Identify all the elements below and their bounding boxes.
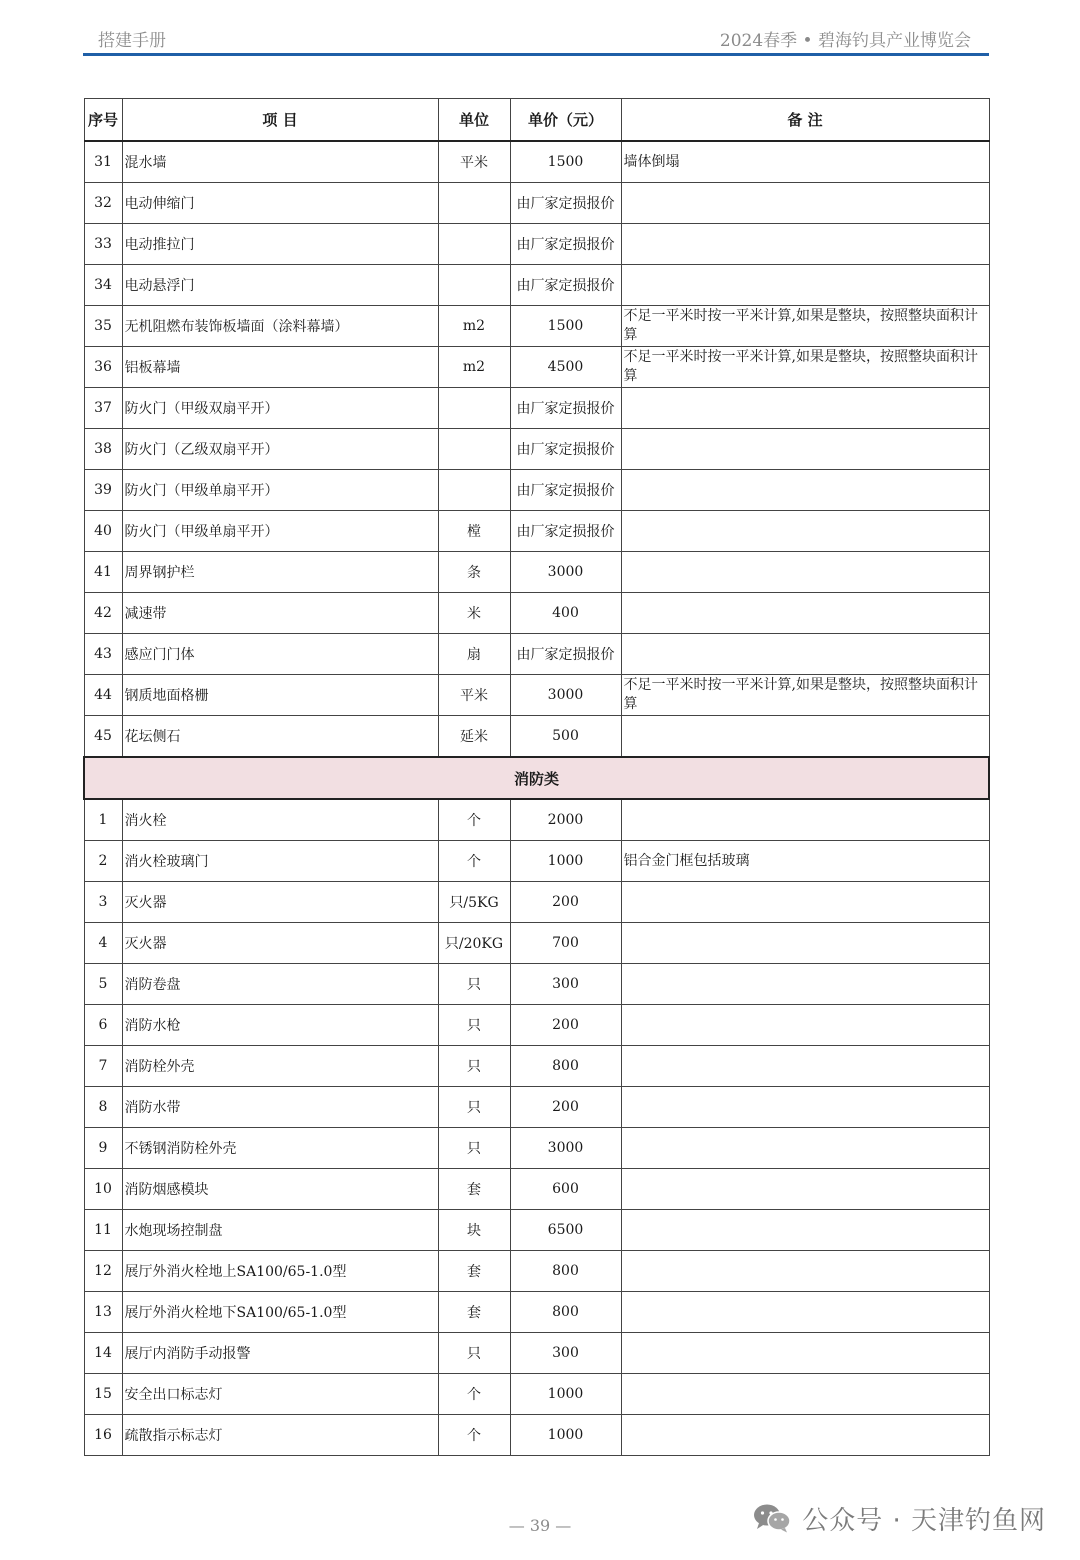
cell-note bbox=[621, 799, 989, 841]
cell-unit: 套 bbox=[438, 1292, 510, 1333]
cell-unit: 块 bbox=[438, 1210, 510, 1251]
cell-price: 由厂家定损报价 bbox=[510, 470, 621, 511]
cell-item: 减速带 bbox=[122, 593, 438, 634]
table-row bbox=[84, 1333, 989, 1374]
cell-no: 41 bbox=[84, 552, 122, 593]
cell-note bbox=[621, 1128, 989, 1169]
cell-no: 44 bbox=[84, 675, 122, 716]
cell-item: 展厅外消火栓地上SA100/65-1.0型 bbox=[122, 1251, 438, 1292]
cell-item: 展厅外消火栓地下SA100/65-1.0型 bbox=[122, 1292, 438, 1333]
cell-item: 不锈钢消防栓外壳 bbox=[122, 1128, 438, 1169]
table-body-part1 bbox=[84, 141, 989, 757]
cell-unit: 个 bbox=[438, 841, 510, 882]
cell-note bbox=[621, 265, 989, 306]
cell-item: 电动推拉门 bbox=[122, 224, 438, 265]
cell-note bbox=[621, 1169, 989, 1210]
cell-price: 200 bbox=[510, 1087, 621, 1128]
cell-item: 防火门（甲级单扇平开） bbox=[122, 470, 438, 511]
cell-note bbox=[621, 1374, 989, 1415]
cell-unit: 延米 bbox=[438, 716, 510, 758]
table-row bbox=[84, 141, 989, 183]
cell-price: 4500 bbox=[510, 347, 621, 388]
cell-no: 38 bbox=[84, 429, 122, 470]
cell-note bbox=[621, 429, 989, 470]
cell-item: 感应门门体 bbox=[122, 634, 438, 675]
cell-price: 3000 bbox=[510, 552, 621, 593]
cell-price: 1500 bbox=[510, 141, 621, 183]
page-number: — 39 — bbox=[508, 1516, 572, 1535]
cell-price: 1000 bbox=[510, 1415, 621, 1456]
cell-item: 花坛侧石 bbox=[122, 716, 438, 758]
cell-no: 16 bbox=[84, 1415, 122, 1456]
cell-price: 由厂家定损报价 bbox=[510, 429, 621, 470]
cell-unit: m2 bbox=[438, 347, 510, 388]
cell-price: 800 bbox=[510, 1251, 621, 1292]
table-row bbox=[84, 1087, 989, 1128]
cell-no: 35 bbox=[84, 306, 122, 347]
cell-unit: 个 bbox=[438, 799, 510, 841]
cell-price: 由厂家定损报价 bbox=[510, 388, 621, 429]
table-row bbox=[84, 716, 989, 758]
cell-unit: 套 bbox=[438, 1251, 510, 1292]
table-row bbox=[84, 634, 989, 675]
table-row bbox=[84, 306, 989, 347]
table-body-part2 bbox=[84, 799, 989, 1456]
cell-no: 14 bbox=[84, 1333, 122, 1374]
table-row bbox=[84, 224, 989, 265]
cell-no: 10 bbox=[84, 1169, 122, 1210]
col-header-note: 备 注 bbox=[621, 99, 989, 142]
cell-no: 34 bbox=[84, 265, 122, 306]
cell-item: 消防水带 bbox=[122, 1087, 438, 1128]
table-row bbox=[84, 552, 989, 593]
cell-no: 36 bbox=[84, 347, 122, 388]
cell-no: 33 bbox=[84, 224, 122, 265]
cell-item: 铝板幕墙 bbox=[122, 347, 438, 388]
cell-item: 消防烟感模块 bbox=[122, 1169, 438, 1210]
cell-no: 31 bbox=[84, 141, 122, 183]
cell-no: 42 bbox=[84, 593, 122, 634]
cell-price: 由厂家定损报价 bbox=[510, 511, 621, 552]
cell-item: 防火门（乙级双扇平开） bbox=[122, 429, 438, 470]
cell-note bbox=[621, 882, 989, 923]
cell-price: 400 bbox=[510, 593, 621, 634]
cell-item: 防火门（甲级单扇平开） bbox=[122, 511, 438, 552]
cell-price: 3000 bbox=[510, 675, 621, 716]
cell-no: 11 bbox=[84, 1210, 122, 1251]
cell-no: 32 bbox=[84, 183, 122, 224]
table-row bbox=[84, 470, 989, 511]
cell-price: 300 bbox=[510, 964, 621, 1005]
table-row bbox=[84, 1251, 989, 1292]
cell-note bbox=[621, 923, 989, 964]
table-row bbox=[84, 1128, 989, 1169]
cell-note: 不足一平米时按一平米计算,如果是整块，按照整块面积计算 bbox=[621, 306, 989, 347]
cell-unit bbox=[438, 183, 510, 224]
cell-item: 消火栓玻璃门 bbox=[122, 841, 438, 882]
cell-note bbox=[621, 183, 989, 224]
col-header-item: 项 目 bbox=[122, 99, 438, 142]
table-row bbox=[84, 799, 989, 841]
cell-item: 防火门（甲级双扇平开） bbox=[122, 388, 438, 429]
table-row bbox=[84, 1169, 989, 1210]
cell-no: 2 bbox=[84, 841, 122, 882]
cell-unit: 只 bbox=[438, 1005, 510, 1046]
table-row bbox=[84, 388, 989, 429]
cell-no: 1 bbox=[84, 799, 122, 841]
header-rule bbox=[83, 53, 989, 56]
section-row bbox=[84, 757, 989, 799]
table-row bbox=[84, 1046, 989, 1087]
cell-note bbox=[621, 1415, 989, 1456]
cell-price: 由厂家定损报价 bbox=[510, 265, 621, 306]
watermark bbox=[752, 1501, 1046, 1535]
price-table bbox=[83, 98, 990, 1456]
cell-no: 3 bbox=[84, 882, 122, 923]
cell-item: 疏散指示标志灯 bbox=[122, 1415, 438, 1456]
cell-price: 700 bbox=[510, 923, 621, 964]
cell-price: 1500 bbox=[510, 306, 621, 347]
cell-unit: 个 bbox=[438, 1374, 510, 1415]
col-header-no: 序号 bbox=[84, 99, 122, 142]
cell-price: 由厂家定损报价 bbox=[510, 224, 621, 265]
cell-item: 电动悬浮门 bbox=[122, 265, 438, 306]
watermark-text: 公众号 · 天津钓鱼网 bbox=[802, 1505, 1046, 1536]
cell-item: 混水墙 bbox=[122, 141, 438, 183]
table-row bbox=[84, 183, 989, 224]
table-header-row bbox=[84, 99, 989, 142]
cell-price: 800 bbox=[510, 1046, 621, 1087]
cell-unit: 只 bbox=[438, 1333, 510, 1374]
cell-unit: 扇 bbox=[438, 634, 510, 675]
col-header-unit: 单位 bbox=[438, 99, 510, 142]
cell-price: 200 bbox=[510, 1005, 621, 1046]
table-row bbox=[84, 1005, 989, 1046]
cell-note bbox=[621, 716, 989, 758]
cell-item: 灭火器 bbox=[122, 882, 438, 923]
cell-no: 5 bbox=[84, 964, 122, 1005]
table-row bbox=[84, 964, 989, 1005]
cell-note: 不足一平米时按一平米计算,如果是整块，按照整块面积计算 bbox=[621, 675, 989, 716]
cell-no: 15 bbox=[84, 1374, 122, 1415]
table-row bbox=[84, 1292, 989, 1333]
table-row bbox=[84, 841, 989, 882]
cell-price: 1000 bbox=[510, 841, 621, 882]
cell-unit: 只 bbox=[438, 1128, 510, 1169]
cell-note bbox=[621, 1251, 989, 1292]
cell-unit bbox=[438, 224, 510, 265]
cell-no: 12 bbox=[84, 1251, 122, 1292]
cell-unit: 条 bbox=[438, 552, 510, 593]
cell-unit: 只 bbox=[438, 964, 510, 1005]
table-row bbox=[84, 675, 989, 716]
cell-item: 消火栓 bbox=[122, 799, 438, 841]
cell-note bbox=[621, 1210, 989, 1251]
cell-item: 消防卷盘 bbox=[122, 964, 438, 1005]
header-left-title: 搭建手册 bbox=[98, 31, 166, 51]
cell-no: 43 bbox=[84, 634, 122, 675]
table-section bbox=[84, 757, 989, 799]
cell-price: 1000 bbox=[510, 1374, 621, 1415]
cell-note bbox=[621, 1292, 989, 1333]
cell-unit: 只 bbox=[438, 1087, 510, 1128]
cell-note bbox=[621, 470, 989, 511]
table-row bbox=[84, 429, 989, 470]
cell-unit bbox=[438, 388, 510, 429]
cell-unit bbox=[438, 429, 510, 470]
table-row bbox=[84, 1374, 989, 1415]
cell-note: 不足一平米时按一平米计算,如果是整块，按照整块面积计算 bbox=[621, 347, 989, 388]
cell-note bbox=[621, 388, 989, 429]
cell-no: 45 bbox=[84, 716, 122, 758]
cell-unit: 平米 bbox=[438, 141, 510, 183]
cell-price: 由厂家定损报价 bbox=[510, 183, 621, 224]
cell-item: 无机阻燃布装饰板墙面（涂料幕墙） bbox=[122, 306, 438, 347]
cell-item: 钢质地面格栅 bbox=[122, 675, 438, 716]
cell-note bbox=[621, 593, 989, 634]
cell-note: 铝合金门框包括玻璃 bbox=[621, 841, 989, 882]
cell-unit: 个 bbox=[438, 1415, 510, 1456]
cell-unit: 只/20KG bbox=[438, 923, 510, 964]
cell-unit: 樘 bbox=[438, 511, 510, 552]
cell-price: 200 bbox=[510, 882, 621, 923]
cell-note bbox=[621, 552, 989, 593]
cell-note bbox=[621, 1046, 989, 1087]
cell-price: 3000 bbox=[510, 1128, 621, 1169]
table-row bbox=[84, 1210, 989, 1251]
cell-price: 300 bbox=[510, 1333, 621, 1374]
cell-item: 周界钢护栏 bbox=[122, 552, 438, 593]
page-header bbox=[83, 20, 989, 56]
section-title: 消防类 bbox=[84, 757, 989, 799]
cell-no: 40 bbox=[84, 511, 122, 552]
table-row bbox=[84, 1415, 989, 1456]
cell-note bbox=[621, 964, 989, 1005]
cell-item: 消防栓外壳 bbox=[122, 1046, 438, 1087]
cell-item: 安全出口标志灯 bbox=[122, 1374, 438, 1415]
cell-note bbox=[621, 634, 989, 675]
cell-note bbox=[621, 511, 989, 552]
table-row bbox=[84, 923, 989, 964]
cell-unit bbox=[438, 265, 510, 306]
table-row bbox=[84, 511, 989, 552]
cell-price: 2000 bbox=[510, 799, 621, 841]
cell-no: 9 bbox=[84, 1128, 122, 1169]
cell-unit: m2 bbox=[438, 306, 510, 347]
cell-note bbox=[621, 224, 989, 265]
cell-unit: 平米 bbox=[438, 675, 510, 716]
col-header-price: 单价（元） bbox=[510, 99, 621, 142]
cell-no: 4 bbox=[84, 923, 122, 964]
wechat-icon bbox=[752, 1503, 792, 1533]
cell-note bbox=[621, 1087, 989, 1128]
cell-note bbox=[621, 1333, 989, 1374]
table-row bbox=[84, 265, 989, 306]
cell-price: 600 bbox=[510, 1169, 621, 1210]
cell-no: 39 bbox=[84, 470, 122, 511]
cell-unit bbox=[438, 470, 510, 511]
table-row bbox=[84, 882, 989, 923]
cell-no: 6 bbox=[84, 1005, 122, 1046]
cell-item: 灭火器 bbox=[122, 923, 438, 964]
cell-note bbox=[621, 1005, 989, 1046]
cell-no: 13 bbox=[84, 1292, 122, 1333]
cell-item: 水炮现场控制盘 bbox=[122, 1210, 438, 1251]
cell-unit: 套 bbox=[438, 1169, 510, 1210]
cell-price: 800 bbox=[510, 1292, 621, 1333]
cell-unit: 只 bbox=[438, 1046, 510, 1087]
cell-price: 由厂家定损报价 bbox=[510, 634, 621, 675]
cell-unit: 只/5KG bbox=[438, 882, 510, 923]
table-row bbox=[84, 347, 989, 388]
cell-no: 7 bbox=[84, 1046, 122, 1087]
cell-no: 37 bbox=[84, 388, 122, 429]
header-right-title: 2024春季 • 碧海钓具产业博览会 bbox=[719, 31, 971, 51]
table-row bbox=[84, 593, 989, 634]
cell-note: 墙体倒塌 bbox=[621, 141, 989, 183]
cell-item: 电动伸缩门 bbox=[122, 183, 438, 224]
cell-item: 消防水枪 bbox=[122, 1005, 438, 1046]
cell-item: 展厅内消防手动报警 bbox=[122, 1333, 438, 1374]
cell-price: 500 bbox=[510, 716, 621, 758]
cell-unit: 米 bbox=[438, 593, 510, 634]
cell-price: 6500 bbox=[510, 1210, 621, 1251]
cell-no: 8 bbox=[84, 1087, 122, 1128]
